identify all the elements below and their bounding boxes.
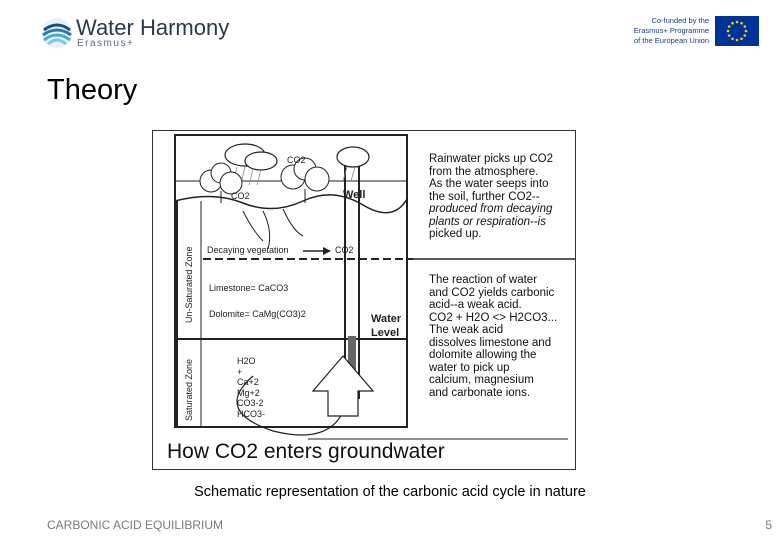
water-drop-logo-icon [40,16,74,50]
eu-star [728,34,731,37]
eu-flag-icon [715,16,759,46]
co2-top-label: CO2 [287,155,306,165]
eu-cofunding-text: Co-funded by the Erasmus+ Programme of the European Union [633,16,709,45]
eu-star [743,34,746,37]
limestone-label: Limestone= CaCO3 [209,283,289,293]
eu-star [736,21,739,24]
water-level-label-line2: Level [371,327,400,339]
co2-arrow-label: CO2 [335,245,354,255]
eu-star [740,37,743,40]
figure-caption: Schematic representation of the carbonic acid cycle in nature [194,484,586,500]
co2-left-label: CO2 [231,191,250,201]
eu-star [740,22,743,25]
eu-star [731,22,734,25]
footer-title: CARBONIC ACID EQUILIBRIUM [47,518,224,532]
well-label: Well [343,189,366,201]
logo-name: Water Harmony [76,15,230,40]
figure-title: How CO2 enters groundwater [167,440,445,463]
eu-star [727,30,730,33]
eu-star [745,30,748,33]
eu-star [736,39,739,42]
text-block-rainwater: Rainwater picks up CO2 from the atmosphere. As the water seeps into the soil, further CO2-- produced from decaying plants or respiration--is picked up. [429,153,553,240]
water-level-label-line1: Water [371,313,402,325]
decaying-vegetation-label: Decaying vegetation [207,245,289,255]
dissolved-species-list: H2O + Ca+2 Mg+2 CO3-2 HCO3- [237,356,266,419]
eu-star [728,25,731,28]
saturated-zone-label: Saturated Zone [184,358,194,421]
eu-cofunding-badge [615,14,760,50]
logo-subtitle: Erasmus+ [77,38,135,49]
dolomite-label: Dolomite= CaMg(CO3)2 [209,309,306,319]
slide-title: Theory [47,74,138,106]
eu-star [743,25,746,28]
unsaturated-zone-label: Un-Saturated Zone [184,246,194,323]
groundwater-diagram [152,130,576,470]
text-block-reaction: The reaction of water and CO2 yields carbonic acid--a weak acid. CO2 + H2O <> H2CO3... The weak acid dissolves limestone and dolomite allowing the water to pick up calcium, magnesium and carbonate ions. [429,274,558,399]
page-number: 5 [765,518,772,532]
water-harmony-logo [40,14,240,50]
eu-star [731,37,734,40]
